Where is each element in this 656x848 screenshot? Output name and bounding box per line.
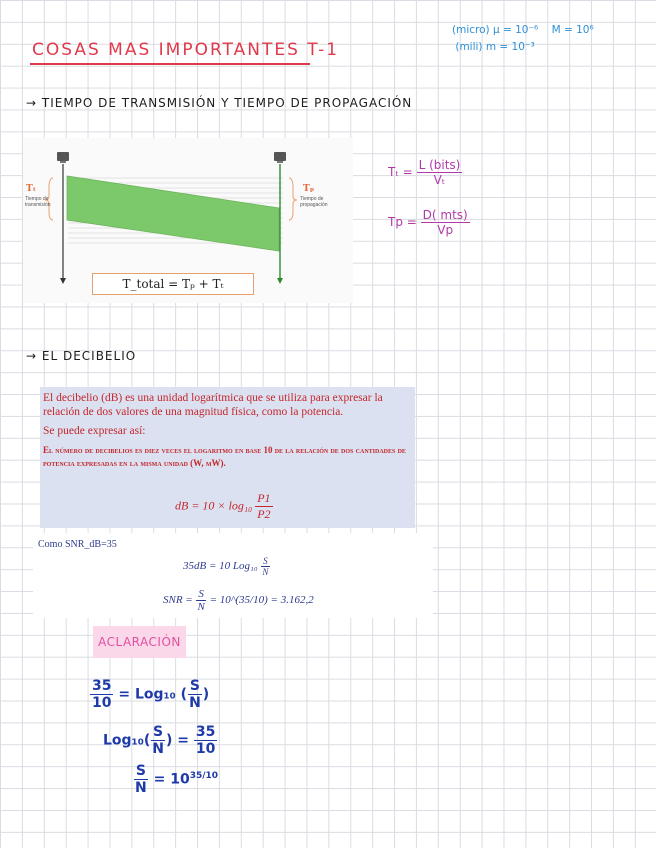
hw1-arg-fraction [187,678,203,711]
tp-formula-lhs: Tp = [388,215,417,229]
hw2-den: 10 [195,741,216,757]
hw2-arg-fraction [150,724,166,757]
snr-eq2-lhs: SNR = [163,594,193,607]
hw3-exponent: 35/10 [189,770,219,781]
decibel-denominator: P2 [257,507,271,521]
tt-numerator: L (bits) [418,158,461,172]
section-heading-decibel: → EL DECIBELIO [26,349,137,363]
tp-fraction [421,208,470,237]
snr-eq2-rhs: = 10^(35/10) = 3.162,2 [209,594,314,607]
hw3-num: S [135,763,146,779]
hw2-num: 35 [195,724,216,740]
title-underline [30,63,310,65]
hw3-fraction [133,763,149,796]
snr-eq1-den: N [262,567,269,577]
decibel-numerator: P1 [257,491,271,505]
handwritten-line-1: $\frac{35}{10}$ = Log₁₀ ( $\frac{S}{N}$ ) [92,678,210,711]
section-heading-transmission: → TIEMPO DE TRANSMISIÓN Y TIEMPO DE PROPAGACIÓN [26,96,413,110]
tt-denominator: Vₜ [433,173,446,187]
snr-eq1-lhs: 35dB = 10 Log₁₀ [183,560,258,573]
total-time-formula: T_total = Tₚ + Tₜ [92,273,254,295]
decibel-formula [175,491,273,522]
snr-equation-2 [163,588,314,613]
tt-label: Tiempo de transmisión [25,196,51,208]
hw3-rhs: = 10 [153,771,190,788]
hw2-lhs: Log₁₀ [103,732,144,749]
handwritten-line-2: Log₁₀( $\frac{S}{N}$ ) = $\frac{35}{10}$ [103,724,216,757]
unit-mega: M = 10⁶ [551,24,594,36]
units-note [452,22,594,56]
decibel-paragraph-1: El decibelio (dB) es una unidad logarítmica que se utiliza para expresar la relación de dos valores de una magnitud física, como la potencia. [43,392,383,418]
tt-formula [388,158,462,187]
unit-micro: (micro) μ = 10⁻⁶ [452,24,539,36]
snr-eq2-fraction [195,588,206,613]
hw1-den: 10 [92,695,112,711]
decibel-fraction [255,491,272,522]
snr-eq2-num: S [198,588,204,600]
hw2-arg-num: S [153,724,164,740]
tp-numerator: D( mts) [422,208,468,222]
hw1-rhs: = Log₁₀ [118,686,176,703]
tp-label: Tiempo de propagación [300,196,328,208]
decibel-paragraph-2: Se puede expresar así: [43,425,146,437]
tt-fraction [417,158,463,187]
decibel-definition-box [40,387,415,528]
tp-symbol: Tₚ [303,184,315,194]
hw1-num: 35 [92,678,112,694]
snr-eq2-den: N [197,601,205,613]
hw3-den: N [135,780,147,796]
hw1-arg-num: S [189,678,200,694]
snr-equation-1 [183,556,270,577]
page-title: COSAS MAS IMPORTANTES T-1 [32,40,340,60]
decibel-paragraph-3: El número de decibelios es diez veces el logaritmo en base 10 de la relación de dos cantidades de potencia expresadas en la misma unidad (W, mW). [43,445,406,468]
snr-eq1-num: S [263,556,268,566]
tp-denominator: Vp [437,223,454,237]
hw2-fraction [194,724,217,757]
unit-mili: (mili) m = 10⁻³ [455,41,535,53]
snr-eq1-fraction [260,556,270,577]
tt-formula-lhs: Tₜ = [388,165,413,179]
hw1-fraction [90,678,113,711]
handwritten-line-3 [133,763,218,796]
aclaracion-label: ACLARACIÓN [93,626,186,658]
tt-symbol: Tₜ [26,184,37,194]
decibel-formula-lhs: dB = 10 × log₁₀ [175,498,253,513]
snr-label: Como SNR_dB=35 [38,539,117,550]
tp-formula [388,208,470,237]
hw2-arg-den: N [152,741,164,757]
hw1-arg-den: N [189,695,201,711]
